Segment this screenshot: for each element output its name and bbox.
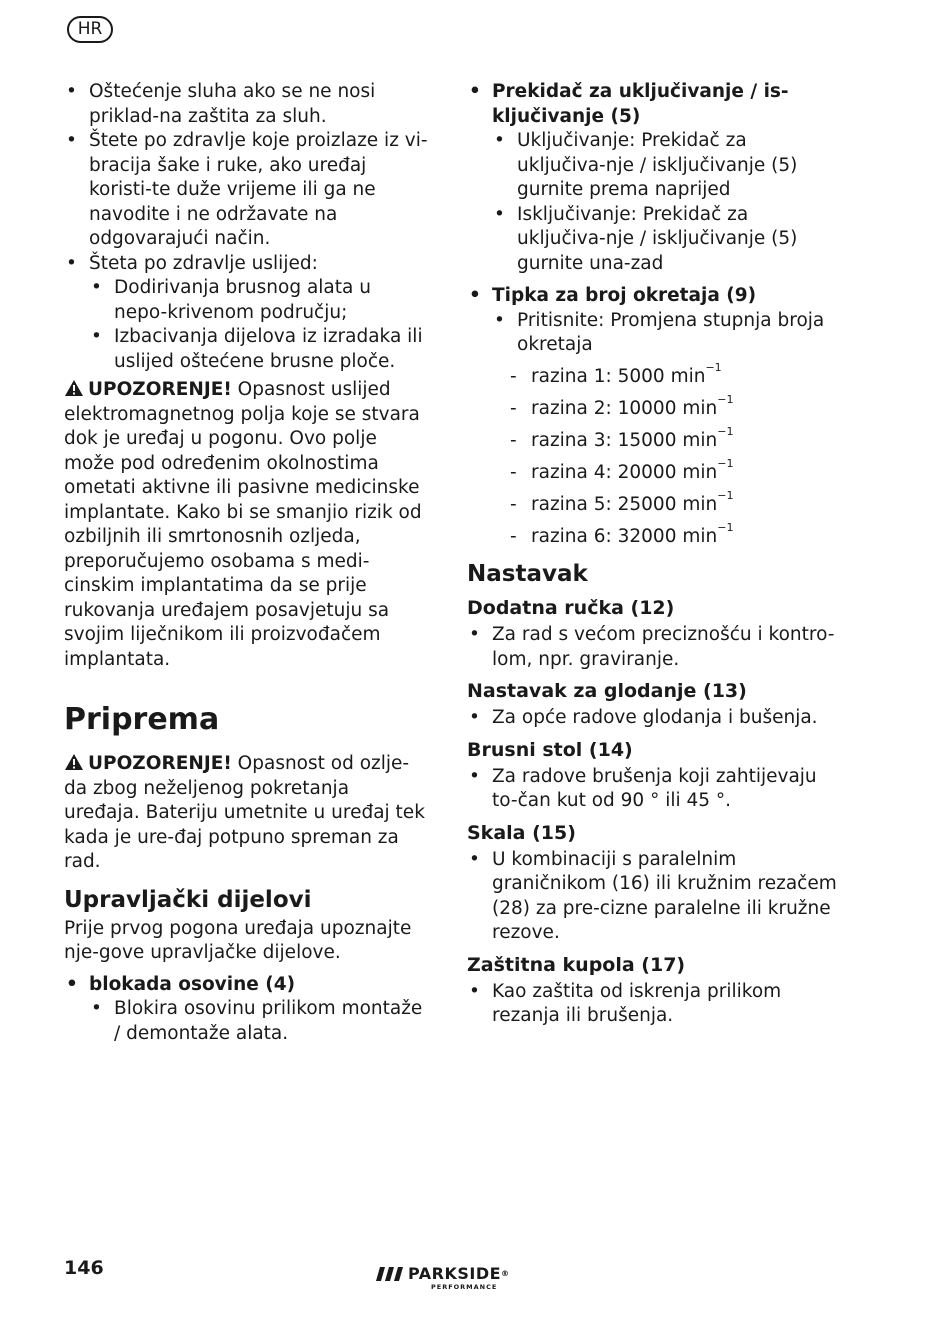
speed-levels: [467, 360, 837, 550]
warning-paragraph: [64, 752, 429, 875]
speed-level: - razina 3: 15000 $\min^{-1}$: [467, 429, 837, 454]
list-item-title: • blokada osovine (4): [64, 973, 429, 998]
speed-level: - razina 6: 32000 $\min^{-1}$: [467, 525, 837, 550]
logo-slashes-icon: [376, 1267, 406, 1281]
list-item-title: • Tipka za broj okretaja (9): [467, 284, 837, 309]
sub-list-item: • Izbacivanja dijelova iz izradaka ili uslijed oštećene brusne ploče.: [64, 325, 429, 374]
list-item: • U kombinaciji s paralelnim graničnikom (16) ili kružnim rezačem (28) za pre-cizne paralelne ili kružne rezove.: [467, 848, 837, 946]
sub-list-item: • Isključivanje: Prekidač za uključiva-nje / isključivanje (5) gurnite una-zad: [467, 203, 837, 277]
list-item: • Za rad s većom preciznošću i kontro-lom, npr. graviranje.: [467, 623, 837, 672]
warning-icon: [64, 753, 84, 771]
left-column: [64, 80, 429, 1046]
speed-level: - razina 5: 25000 $\min^{-1}$: [467, 493, 837, 518]
speed-level: - razina 1: 5000 $\min^{-1}$: [467, 365, 837, 390]
subsection-heading: Zaštitna kupola (17): [467, 953, 686, 976]
sub-list-item: • Blokira osovinu prilikom montaže / demontaže alata.: [64, 997, 429, 1046]
sub-list-item: • Dodirivanja brusnog alata u nepo-krivenom području;: [64, 276, 429, 325]
speed-level: - razina 2: 10000 $\min^{-1}$: [467, 397, 837, 422]
subsection-heading: Skala (15): [467, 821, 576, 844]
section-heading-nastavak: Nastavak: [467, 561, 588, 587]
parkside-logo: [376, 1264, 526, 1296]
list-item: • Štete po zdravlje koje proizlaze iz vi-bracija šake i ruke, ako uređaj koristi-te duže vrijeme ili ga ne navodite i ne održavate na odgovarajući način.: [64, 129, 429, 252]
logo-subtitle: PERFORMANCE: [431, 1283, 498, 1291]
subsection-heading: Dodatna ručka (12): [467, 597, 675, 619]
subsection-heading: Nastavak za glodanje (13): [467, 680, 747, 702]
warning-label: UPOZORENJE!: [88, 753, 232, 774]
page-number: 146: [64, 1257, 104, 1279]
list-item: • Šteta po zdravlje uslijed:: [64, 252, 429, 277]
warning-text: Opasnost uslijed elektromagnetnog polja koje se stvara dok je uređaj u pogonu. Ovo polje može pod određenim okolnostima ometati aktivne ili pasivne medicinske implantate. Kako bi se smanjio rizik od ozbiljnih ili smrtonosnih ozljeda, preporučujemo osobama s medi-cinskim implantatima da se prije rukovanja uređajem posavjetuju sa svojim liječnikom ili proizvođačem implantata.: [64, 379, 422, 670]
subsection-heading: Brusni stol (14): [467, 738, 633, 761]
list-item: • Kao zaštita od iskrenja prilikom rezanja ili brušenja.: [467, 980, 837, 1029]
list-item-title: • Prekidač za uključivanje / is-ključivanje (5): [467, 80, 837, 129]
logo-brand: PARKSIDE®: [408, 1264, 510, 1283]
warning-paragraph: [64, 378, 429, 672]
section-heading-upravljacki: Upravljački dijelovi: [64, 886, 312, 913]
warning-text: Opasnost od ozlje-da zbog neželjenog pokretanja uređaja. Bateriju umetnite u uređaj tek kada je ure-đaj potpuno spreman za rad.: [64, 753, 425, 872]
warning-icon: [64, 379, 84, 397]
warning-label: UPOZORENJE!: [88, 379, 232, 400]
speed-level: - razina 4: 20000 $\min^{-1}$: [467, 461, 837, 486]
sub-list-item: • Pritisnite: Promjena stupnja broja okretaja: [467, 309, 837, 358]
right-column: [467, 80, 837, 1029]
list-item: • Oštećenje sluha ako se ne nosi priklad-na zaštita za sluh.: [64, 80, 429, 129]
list-item: • Za radove brušenja koji zahtijevaju to-čan kut od 90 ° ili 45 °.: [467, 765, 837, 814]
paragraph: Prije prvog pogona uređaja upoznajte nje-gove upravljačke dijelove.: [64, 917, 412, 963]
sub-list-item: • Uključivanje: Prekidač za uključiva-nje / isključivanje (5) gurnite prema naprijed: [467, 129, 837, 203]
list-item: • Za opće radove glodanja i bušenja.: [467, 706, 837, 731]
language-badge: HR: [67, 16, 113, 43]
section-heading-priprema: Priprema: [64, 702, 220, 737]
